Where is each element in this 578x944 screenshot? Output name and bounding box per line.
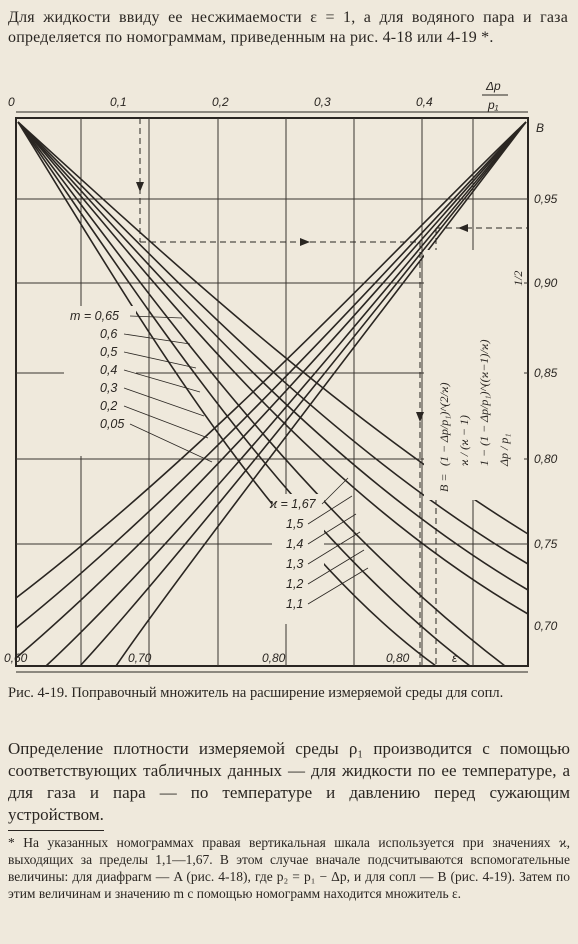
intro-paragraph: Для жидкости ввиду ее несжимаемости ε = 1, а для водяного пара и газа определяется по номограммам, приведенным на рис. 4-18 или 4-19 *. xyxy=(8,9,568,46)
right-tick: 0,70 xyxy=(534,619,558,633)
right-tick: 0,90 xyxy=(534,276,558,290)
bottom-axis xyxy=(4,651,458,665)
bottom-tick: 0,70 xyxy=(128,651,152,665)
m-label: 0,6 xyxy=(100,327,118,341)
m-label: 0,4 xyxy=(100,363,118,377)
svg-text:ϰ / (ϰ − 1) xyxy=(457,415,471,466)
m-label: 0,05 xyxy=(100,417,125,431)
m-label: 0,3 xyxy=(100,381,118,395)
svg-text:B = xyxy=(437,474,451,492)
top-tick: 0,3 xyxy=(314,95,331,109)
svg-text:1 − (1 − Δp/p₁)^((ϰ−1)/ϰ) xyxy=(477,340,491,467)
kappa-label: 1,4 xyxy=(286,537,304,551)
formula-part4: Δp / p₁ xyxy=(497,433,511,466)
bottom-tick: 0,60 xyxy=(4,651,28,665)
footnote-divider xyxy=(8,830,104,831)
footnote: * На указанных номограммах правая вертикальная шкала используется при значениях ϰ, выходящих за пределы 1,1—1,67. В этом случае вначале подсчитываются вспомогательные величины: для диафрагм — A (рис. 4-18), где p₂ = p₁ − Δp, и для сопл — B (рис. 4-19). Затем по этим величинам и значению m с помощью номограмм находится множитель ε. xyxy=(8,835,570,901)
top-tick: 0,2 xyxy=(212,95,229,109)
kappa-label: 1,3 xyxy=(286,557,304,571)
svg-text:Δp / p₁ xyxy=(497,433,511,467)
right-tick: 0,95 xyxy=(534,192,558,206)
kappa-label: 1,5 xyxy=(286,517,304,531)
m-labels xyxy=(64,306,212,462)
kappa-labels xyxy=(269,478,368,624)
svg-text:1/2 xyxy=(511,271,525,286)
kappa-label: 1,2 xyxy=(286,577,304,591)
right-axis-label: B xyxy=(536,121,545,135)
kappa-label: 1,1 xyxy=(286,597,304,611)
right-axis xyxy=(534,121,558,633)
top-tick: 0 xyxy=(8,95,15,109)
body-paragraph: Определение плотности измеряемой среды ρ₁ производится с помощью соответствующих табличных данных — для жидкости по ее температуре, а для газа и пара — по температуре и давлению перед сужающим устройством. xyxy=(8,739,570,824)
m-label: 0,5 xyxy=(100,345,118,359)
formula-part1: (1 − Δp/p₁)^(2/ϰ) xyxy=(437,382,451,466)
top-tick: 0,1 xyxy=(110,95,127,109)
svg-text:(1 − Δp/p₁)^(2/ϰ) xyxy=(437,382,451,466)
right-tick: 0,75 xyxy=(534,537,558,551)
formula-exponent: 1/2 xyxy=(511,270,525,286)
formula-part2: ϰ / (ϰ − 1) xyxy=(457,415,471,466)
formula-part3: 1 − (1 − Δp/p₁)^((ϰ−1)/ϰ) xyxy=(477,339,491,466)
right-tick: 0,80 xyxy=(534,452,558,466)
nomogram-figure xyxy=(0,82,578,682)
top-axis-label-den: p₁ xyxy=(488,98,499,112)
top-axis-label-num: Δp xyxy=(486,82,501,93)
bottom-tick: 0,80 xyxy=(262,651,286,665)
bottom-tick: 0,80 xyxy=(386,651,410,665)
figure-caption: Рис. 4-19. Поправочный множитель на расширение измеряемой среды для сопл. xyxy=(8,685,504,701)
top-tick: 0,4 xyxy=(416,95,433,109)
kappa-label: ϰ = 1,67 xyxy=(270,497,316,511)
top-axis xyxy=(8,82,508,112)
bottom-axis-label: ε xyxy=(452,651,458,665)
formula-lhs: B = xyxy=(437,473,451,492)
m-label: m = 0,65 xyxy=(70,309,119,323)
right-tick: 0,85 xyxy=(534,366,558,380)
m-label: 0,2 xyxy=(100,399,118,413)
